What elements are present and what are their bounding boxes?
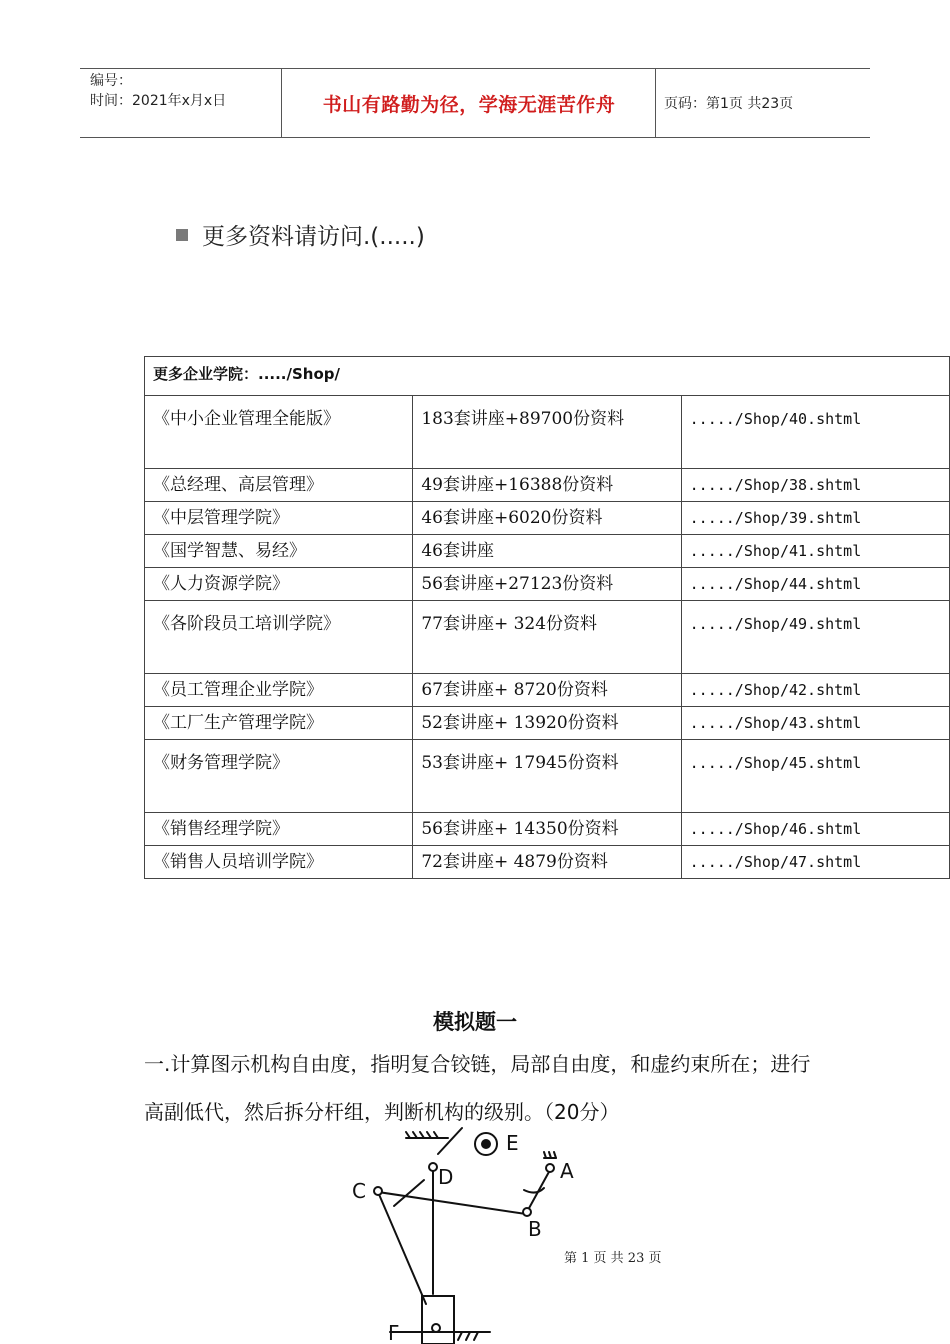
table-cell-content: 46套讲座+6020份资料: [413, 502, 681, 535]
table-cell-name: 《总经理、高层管理》: [145, 469, 413, 502]
table-row: [145, 813, 950, 846]
table-cell-content: 77套讲座+ 324份资料: [413, 601, 681, 674]
rotation-arrow: [524, 1188, 544, 1193]
table-cell-link[interactable]: ...../Shop/40.shtml: [681, 396, 949, 469]
table-cell-content: 46套讲座: [413, 535, 681, 568]
label-e: E: [506, 1131, 519, 1155]
joint-c: [374, 1187, 382, 1195]
table-cell-link[interactable]: ...../Shop/45.shtml: [681, 740, 949, 813]
table-cell-link[interactable]: ...../Shop/47.shtml: [681, 846, 949, 879]
table-cell-name: 《财务管理学院》: [145, 740, 413, 813]
table-cell-content: 53套讲座+ 17945份资料: [413, 740, 681, 813]
resource-table: [144, 356, 950, 879]
page-footer: 第 1 页 共 23 页: [564, 1251, 662, 1266]
label-f: F: [388, 1321, 400, 1344]
table-row: [145, 707, 950, 740]
table-cell-name: 《中层管理学院》: [145, 502, 413, 535]
table-cell-content: 56套讲座+ 14350份资料: [413, 813, 681, 846]
mechanism-figure: [330, 1118, 574, 1344]
square-bullet-icon: [176, 229, 188, 241]
table-cell-name: 《员工管理企业学院》: [145, 674, 413, 707]
table-cell-link[interactable]: ...../Shop/42.shtml: [681, 674, 949, 707]
table-header: 更多企业学院：...../Shop/: [145, 357, 950, 396]
table-cell-content: 49套讲座+16388份资料: [413, 469, 681, 502]
roller-e-inner: [482, 1140, 490, 1148]
table-cell-link[interactable]: ...../Shop/49.shtml: [681, 601, 949, 674]
table-row: [145, 535, 950, 568]
header-page-info: 页码：第1页 共23页: [664, 96, 794, 112]
table-cell-content: 183套讲座+89700份资料: [413, 396, 681, 469]
table-cell-name: 《工厂生产管理学院》: [145, 707, 413, 740]
table-cell-name: 《各阶段员工培训学院》: [145, 601, 413, 674]
table-cell-link[interactable]: ...../Shop/39.shtml: [681, 502, 949, 535]
table-row: [145, 846, 950, 879]
table-header-row: [145, 357, 950, 396]
table-row: [145, 740, 950, 813]
label-b: B: [528, 1217, 542, 1241]
table-cell-content: 67套讲座+ 8720份资料: [413, 674, 681, 707]
table-cell-link[interactable]: ...../Shop/43.shtml: [681, 707, 949, 740]
slider-block: [422, 1296, 454, 1344]
link-c-down: [378, 1192, 426, 1304]
question-title: 模拟题一: [433, 1010, 517, 1034]
table-row: [145, 568, 950, 601]
joint-d: [429, 1163, 437, 1171]
table-row: [145, 469, 950, 502]
table-cell-link[interactable]: ...../Shop/46.shtml: [681, 813, 949, 846]
hatch-mark: [474, 1332, 478, 1340]
table-cell-link[interactable]: ...../Shop/41.shtml: [681, 535, 949, 568]
header-number: 编号：: [90, 73, 132, 89]
table-cell-name: 《销售人员培训学院》: [145, 846, 413, 879]
table-row: [145, 502, 950, 535]
label-a: A: [560, 1159, 574, 1183]
slot-line: [438, 1128, 462, 1154]
hatch-mark: [466, 1332, 470, 1340]
table-row: [145, 674, 950, 707]
label-c: C: [352, 1179, 366, 1203]
table-cell-content: 52套讲座+ 13920份资料: [413, 707, 681, 740]
table-row: [145, 601, 950, 674]
visit-line: [176, 218, 425, 251]
table-row: [145, 396, 950, 469]
joint-f: [432, 1324, 440, 1332]
joint-b: [523, 1208, 531, 1216]
visit-text: 更多资料请访问.(.....): [202, 224, 425, 250]
table-cell-name: 《中小企业管理全能版》: [145, 396, 413, 469]
header-motto: 书山有路勤为径，学海无涯苦作舟: [322, 93, 616, 116]
header-time: 时间：2021年x月x日: [90, 93, 227, 109]
table-cell-name: 《销售经理学院》: [145, 813, 413, 846]
table-cell-content: 56套讲座+27123份资料: [413, 568, 681, 601]
crank-ab: [528, 1170, 550, 1210]
table-cell-link[interactable]: ...../Shop/38.shtml: [681, 469, 949, 502]
joint-a: [546, 1164, 554, 1172]
question-text: 一.计算图示机构自由度，指明复合铰链，局部自由度，和虚约束所在；进行高副低代，然后拆分杆组，判断机构的级别。（20分）: [144, 1052, 811, 1124]
page-header: [80, 68, 870, 138]
table-cell-link[interactable]: ...../Shop/44.shtml: [681, 568, 949, 601]
header-meta: [90, 71, 226, 111]
link-cb: [378, 1192, 526, 1214]
table-cell-content: 72套讲座+ 4879份资料: [413, 846, 681, 879]
table-cell-name: 《国学智慧、易经》: [145, 535, 413, 568]
label-d: D: [438, 1165, 454, 1189]
table-cell-name: 《人力资源学院》: [145, 568, 413, 601]
hatch-mark: [458, 1332, 462, 1340]
slider-guide: [394, 1180, 424, 1206]
